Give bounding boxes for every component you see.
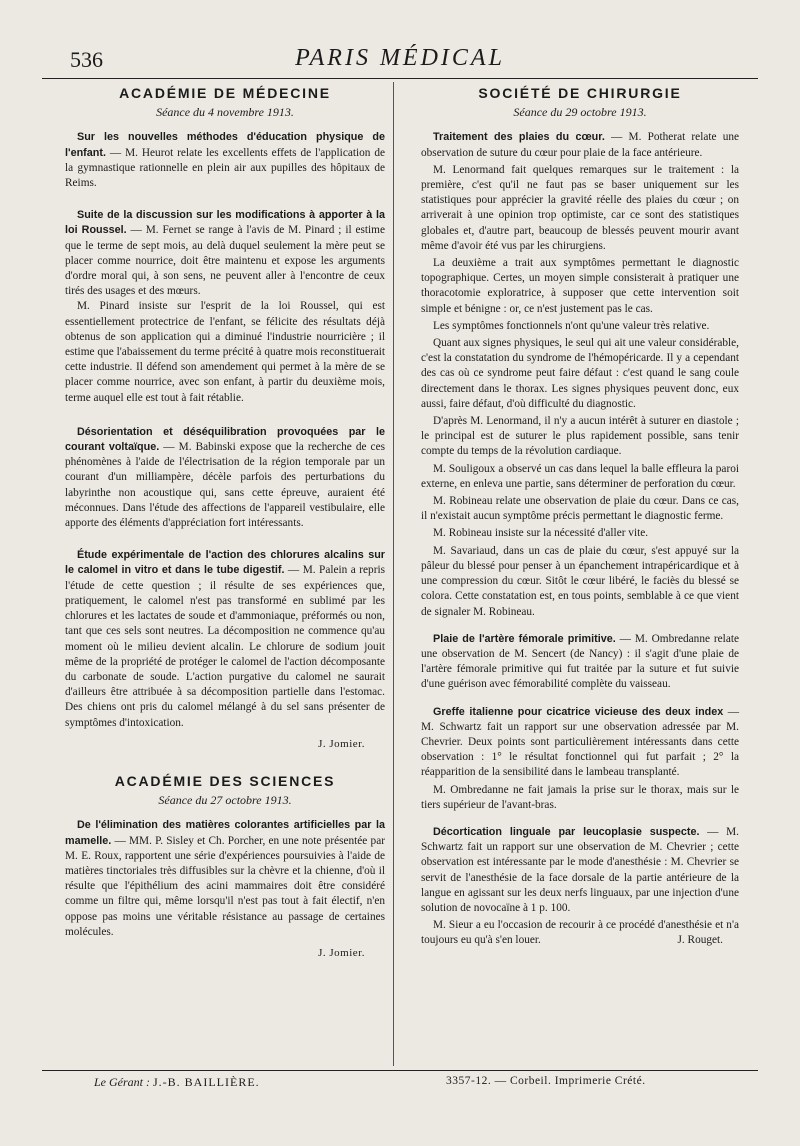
session-date: Séance du 29 octobre 1913. [513,105,647,120]
article-body: — M. Ombredanne relate une observation de M. Sencert (de Nancy) : il s'agit d'une plaie de l'artère fémorale primitive qui fut traitée par la suture et fut suivie d'une guérison avec fémorabilité complète du vaisseau. [421,632,739,691]
article-body: M. Ombredanne ne fait jamais la prise sur le thorax, mais sur le tiers supérieur de l'avant-bras. [421,783,739,811]
session-date: Séance du 27 octobre 1913. [158,793,292,808]
article-item [421,130,739,160]
signature: J. Jomier. [318,946,365,959]
article-item [65,299,385,405]
article-item [421,526,739,541]
article-item [421,163,739,254]
article-body: D'après M. Lenormand, il n'y a aucun intérêt à suturer en diastole ; le principal est de suturer le plus rapidement possible, sans tenir compte du temps de la révolution cardiaque. [421,415,739,458]
section-title: SOCIÉTÉ DE CHIRURGIE [478,85,682,101]
article-item [421,705,739,781]
article-item [65,425,385,531]
article-item [65,208,385,299]
page-number: 536 [70,47,103,72]
signature: J. Rouget. [677,934,723,947]
article-body: Quant aux signes physiques, le seul qui ait une valeur considérable, c'est la constatation du syndrome de l'hémopéricarde. Il y a cependant des cas où ce syndrome peut faire défaut : c'est quand le sang coule directement dans le thorax. Les signes physiques peuvent donc, eux aussi, faire défaut, d'où difficulté du diagnostic. [421,337,739,410]
session-date: Séance du 4 novembre 1913. [156,105,294,120]
running-title: PARIS MÉDICAL [295,45,505,71]
article-title: Plaie de l'artère fémorale primitive. [433,632,616,645]
article-body: — M. Fernet se range à l'avis de M. Pinard ; il estime que le terme de sept mois, au delà duquel seulement la mère peut se placer comme nourrice, doit être maintenu et expose les arguments d'ordre moral qui, à son sens, ne peuvent aller à l'encontre de ceux tirés des usages et des mœurs. [65,224,385,298]
right-column [421,80,739,949]
article-body: M. Souligoux a observé un cas dans lequel la balle effleura la paroi externe, en enleva une partie, sans déterminer de perforation du cœur. [421,462,739,490]
article-body: — M. Potherat relate une observation de suture du cœur pour plaie de la face antérieure. [421,131,740,159]
article-item [65,130,385,191]
section-title: ACADÉMIE DES SCIENCES [114,772,336,789]
article-body: M. Savariaud, dans un cas de plaie du cœur, s'est appuyé sur la pâleur du blessé pour penser à un épanchement intrapéricardique et à une compression du cœur. Sitôt le cœur libéré, le faciès du blessé se colora. Cette constatation est, en tous points, semblable à ce que vient de signaler M. Robineau. [421,544,739,618]
article-body: M. Robineau relate une observation de plaie du cœur. Dans ce cas, il n'existait aucun symptôme précis permettant le diagnostic ferme. [421,495,739,523]
gerant-label: Le Gérant : [94,1075,150,1089]
left-column [65,80,385,961]
article-item [421,319,739,334]
article-title: De l'élimination des matières colorantes artificielles par la mamelle. [65,819,385,847]
gerant-line [94,1075,260,1090]
article-body: — MM. P. Sisley et Ch. Porcher, en une note présentée par M. E. Roux, rapportent une série d'expériences poursuivies à l'aide de matières tinctoriales très diffusibles sur la chèvre et la chienne, d'où il résulte que l'épithélium des acini mammaires doit être considéré comme un filtre qui, même lorsqu'il n'est pas tout à fait électif, n'en oppose pas moins une véritable résistance au passage de certaines molécules. [65,834,385,938]
article-title: Greffe italienne pour cicatrice vicieuse des deux index [433,705,724,718]
article-body: — M. Schwartz fait un rapport sur une observation de M. Chevrier ; cette observation est intéressante par le mode d'anesthésie : M. Chevrier se servit de l'anesthésie de la face dorsale de la partie antérieure de la langue en agissant sur les deux nerfs linguaux, par une injection d'une solution de novocaïne à 1 p. 100. [421,825,739,914]
article-item [421,544,739,620]
article-body: M. Sieur a eu l'occasion de recourir à ce procédé d'anesthésie et n'a toujours eu qu'à s'en louer. [421,919,739,947]
article-body: M. Robineau insiste sur la nécessité d'aller vite. [433,527,649,540]
article-item [421,918,739,948]
column-divider [393,82,394,1066]
article-item [421,825,739,916]
section-title: ACADÉMIE DE MÉDECINE [119,85,331,101]
article-item [421,632,739,693]
printer-imprint: 3357-12. — Corbeil. Imprimerie Crété. [446,1075,646,1087]
article-item [421,336,739,412]
article-title: Sur les nouvelles méthodes d'éducation physique de l'enfant. [65,131,385,159]
article-body: La deuxième a trait aux symptômes permettant le diagnostic topographique. Certes, un moyen simple consisterait à pratiquer une thoracotomie exploratrice, à supposer que cette intervention soit simple et bénigne : or, ce n'est justement pas le cas. [421,257,739,315]
article-item [421,494,739,524]
article-item [421,256,739,317]
article-title: Traitement des plaies du cœur. [433,131,605,144]
article-body: — M. Schwartz fait un rapport sur une observation adressée par M. Chevrier. Deux points sont particulièrement intéressants dans cette observation : 1° le résultat fonctionnel qui fut parfait ; 2° la réapparition de la sensibilité dans le lambeau transplanté. [421,705,739,779]
article-item [65,548,385,730]
article-body: M. Pinard insiste sur l'esprit de la loi Roussel, qui est essentiellement protectrice de l'enfant, se félicite des résultats déjà obtenus de son application qui a diminué l'industrie nourricière ; il estime que l'abaissement du terme précité à quatre mois reconstituerait cette industrie. Il défend son amendement qui permet à la mère de se placer comme nourrice, avec son enfant, à partir du deuxième mois, terme auquel elle est tout à fait rétablie. [65,300,385,404]
article-body: — M. Heurot relate les excellents effets de l'application de la gymnastique rationnelle en plein air aux pupilles des hôpitaux de Reims. [65,146,385,190]
article-body: M. Lenormand fait quelques remarques sur le traitement : la première, c'est qu'il ne faut pas se baser uniquement sur les statistiques pour apprécier la gravité réelle des plaies du cœur ; on arriverait à une opinion trop optimiste, car ce sont des statistiques globales et, d'autre part, beaucoup de blessés peuvent mourir avant même d'avoir été vus par les chirurgiens. [421,163,739,252]
article-item [421,462,739,492]
article-item [65,818,385,940]
signature: J. Jomier. [318,737,365,750]
article-body: — M. Palein a repris l'étude de cette question ; il résulte de ses expériences que, pratiquement, le calomel n'est pas transformé en sublimé par les chlorures et les lactates de soude et d'ammoniaque, préformés ou non, tant que ces sels sont neutres. La décomposition ne commence qu'au moment où le milieu devient alcalin. Le chlorure de sodium jouit même de la propriété de protéger le calomel de l'action décomposante du carbonate de soude. L'action purgative du calomel ne saurait d'ailleurs être attribuée à sa décomposition partielle dans l'estomac. Des chiens ont pris du calomel mélangé à du sel sans présenter de symptômes d'intoxication. [65,564,385,729]
article-title: Décortication linguale par leucoplasie suspecte. [433,825,700,838]
article-title: Désorientation et déséquilibration provoquées par le courant voltaïque. [65,425,385,454]
article-item [421,783,739,813]
article-body: — M. Babinski expose que la recherche de ces phénomènes à l'aide de l'électrisation de la région temporale par un courant d'un milliampère, décèle parfois des perturbations du labyrinthe non acoustique qui, sans cette épreuve, auraient été méconnues. Dans l'étude des affections de l'appareil vestibulaire, elle apporte des éléments d'appréciation fort intéressants. [65,441,385,530]
page-footer [42,1070,758,1093]
article-title: Suite de la discussion sur les modifications à apporter à la loi Roussel. [65,209,385,237]
article-item [421,414,739,460]
page-header [42,44,758,79]
article-body: Les symptômes fonctionnels n'ont qu'une valeur très relative. [433,319,710,332]
gerant-name: J.-B. BAILLIÈRE. [153,1075,260,1089]
article-title: Étude expérimentale de l'action des chlorures alcalins sur le calomel in vitro et dans le tube digestif. [65,549,385,577]
